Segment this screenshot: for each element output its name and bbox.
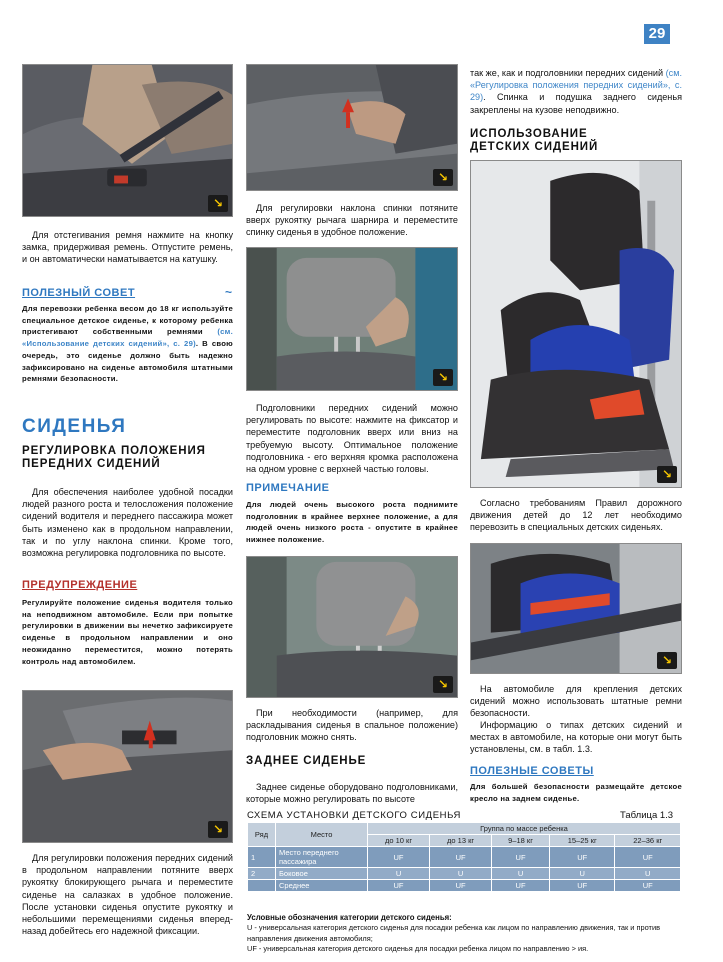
seats-paragraph: Для обеспечения наиболее удобной посадки людей разного роста и телосложения положение сидений водителя и переднего пассажира может быть изменено как в продольном направлении, так и по углу наклона спинки. Кроме того, возможна регулировка подголовника по высоте. [22, 487, 233, 559]
seat-adjust-icon: ↘ [433, 369, 453, 386]
table-cell: UF [549, 880, 614, 892]
subsection-title: РЕГУЛИРОВКА ПОЛОЖЕНИЯ ПЕРЕДНИХ СИДЕНИЙ [22, 445, 206, 470]
rear-seat-heading: ЗАДНЕЕ СИДЕНЬЕ [246, 755, 367, 767]
table-row [248, 847, 681, 868]
table-cell: U [492, 868, 550, 880]
child-seat-heading: ИСПОЛЬЗОВАНИЕ ДЕТСКИХ СИДЕНИЙ [470, 128, 599, 153]
headrest-caption: Подголовники передних сидений можно регулировать по высоте: нажмите на фиксатор и переместите подголовник вверх или вниз на требуемую высоту. Оптимальное положение подголовника - его верхняя кромка расположена на одном уровне с верхней частью головы. [246, 403, 458, 475]
table-cell: UF [430, 847, 492, 868]
tip-text: Для перевозки ребенка весом до 18 кг используйте специальное детское сиденье, к которому ребенка пристегивают собственными ремнями (см. «Использование детских сидений», с. 29). В свою очередь, это сиденье должно быть надежно зафиксировано на сиденье автомобиля штатными ремнями безопасности. [22, 304, 233, 384]
child-seat-table [247, 822, 681, 892]
tip-tilde: ~ [225, 285, 233, 299]
table-header-weight: 22–36 кг [615, 835, 681, 847]
table-cell: UF [368, 880, 430, 892]
headrest-remove-photo [246, 556, 458, 698]
tip-heading: ПОЛЕЗНЫЙ СОВЕТ [22, 287, 136, 299]
tips-heading: ПОЛЕЗНЫЕ СОВЕТЫ [470, 765, 594, 777]
table-cell: Боковое [276, 868, 368, 880]
note-text: Для людей очень высокого роста поднимите подголовник в крайнее верхнее положение, а для людей очень низкого роста - опустите в крайнее нижнее положение. [246, 500, 458, 545]
table-header-weight: 15–25 кг [549, 835, 614, 847]
front-seat-link[interactable]: (см. «Регулировка положения передних сидений», с. 29) [470, 68, 682, 103]
seat-slide-lever-photo [22, 690, 233, 843]
table-title: СХЕМА УСТАНОВКИ ДЕТСКОГО СИДЕНЬЯ [247, 810, 461, 821]
seat-adjust-icon: ↘ [433, 676, 453, 693]
child-seat-belt-photo [470, 543, 682, 674]
seat-adjust-icon: ↘ [208, 195, 228, 212]
table-cell: UF [368, 847, 430, 868]
seat-slide-caption: Для регулировки положения передних сидений в продольном направлении потяните вверх рукоятку блокирующего рычага и переместите сиденье на салазках в удобное положение. После установки сиденья опустите рукоятку и небольшими перемещениями сиденья вперед-назад добейтесь его надежной фиксации. [22, 853, 233, 937]
seatbelt-buckle-photo [22, 64, 233, 217]
table-cell: U [368, 868, 430, 880]
backrest-caption: Для регулировки наклона спинки потяните вверх рукоятку рычага шарнира и переместите спинку сиденья в удобное положение. [246, 203, 458, 238]
table-row [248, 880, 681, 892]
table-cell: 2 [248, 868, 276, 880]
page-number: 29 [644, 24, 670, 44]
table-header-weight: до 10 кг [368, 835, 430, 847]
table-cell: UF [492, 847, 550, 868]
legend-uf: UF - универсальная категория детского сиденья для посадки ребенка лицом по направлению > ия. [247, 944, 589, 954]
table-cell: Среднее [276, 880, 368, 892]
table-header-weight: до 13 кг [430, 835, 492, 847]
tips-text: Для большей безопасности размещайте детское кресло на заднем сиденье. [470, 782, 682, 803]
section-title: СИДЕНЬЯ [22, 416, 127, 437]
rear-seat-text: Заднее сиденье оборудовано подголовниками, которые можно регулировать по высоте [246, 782, 458, 805]
warning-heading: ПРЕДУПРЕЖДЕНИЕ [22, 579, 138, 591]
table-header-row: Ряд [248, 823, 276, 847]
seatbelt-caption: Для отстегивания ремня нажмите на кнопку замка, придерживая ремень. Отпустите ремень, и он автоматически наматывается на катушку. [22, 230, 233, 265]
table-cell [248, 880, 276, 892]
table-cell: UF [615, 880, 681, 892]
table-cell: UF [430, 880, 492, 892]
seat-adjust-icon: ↘ [657, 652, 677, 669]
table-legend [247, 913, 687, 955]
child-seat-caption: Согласно требованиям Правил дорожного движения детей до 12 лет необходимо перевозить в специальных детских сиденьях. [470, 498, 682, 533]
table-cell: UF [492, 880, 550, 892]
table-row [248, 868, 681, 880]
table-cell: U [615, 868, 681, 880]
table-label: Таблица 1.3 [620, 810, 674, 821]
table-cell: U [549, 868, 614, 880]
child-belt-caption-b: Информацию о типах детских сидений и местах в автомобиле, на которые они могут быть установлены, см. в табл. 1.3. [470, 720, 682, 755]
seat-adjust-icon: ↘ [433, 169, 453, 186]
table-cell: UF [615, 847, 681, 868]
headrest-remove-caption: При необходимости (например, для раскладывания сиденья в спальное положение) подголовник можно снять. [246, 708, 458, 743]
legend-title: Условные обозначения категории детского сиденья: [247, 913, 452, 922]
legend-u: U - универсальная категория детского сиденья для посадки ребенка как лицом по направлению движения, так и против направления движения автомобиля; [247, 923, 660, 943]
table-header-group: Группа по массе ребенка [368, 823, 681, 835]
table-cell: U [430, 868, 492, 880]
warning-text: Регулируйте положение сиденья водителя только на неподвижном автомобиле. Если при попытке регулировки в движении вы нечетко зафиксируете сиденье в продольном направлении и оно неожиданно переместится, можно потерять контроль над автомобилем. [22, 598, 233, 666]
tip-link[interactable]: (см. «Использование детских сидений», с. 29) [22, 327, 233, 349]
headrest-adjust-photo [246, 247, 458, 391]
note-heading: ПРИМЕЧАНИЕ [246, 482, 330, 494]
child-belt-caption-a: На автомобиле для крепления детских сидений можно использовать штатные ремни безопасности. [470, 684, 682, 719]
table-cell: UF [549, 847, 614, 868]
table-cell: 1 [248, 847, 276, 868]
backrest-lever-photo [246, 64, 458, 191]
rear-seat-continued: так же, как и подголовники передних сидений (см. «Регулировка положения передних сидений», с. 29). Спинка и подушка заднего сиденья закреплены на кузове неподвижно. [470, 68, 682, 115]
seat-adjust-icon: ↘ [208, 821, 228, 838]
table-cell: Место переднего пассажира [276, 847, 368, 868]
table-header-weight: 9–18 кг [492, 835, 550, 847]
seat-adjust-icon: ↘ [657, 466, 677, 483]
child-seat-photo [470, 160, 682, 488]
table-header-place: Место [276, 823, 368, 847]
